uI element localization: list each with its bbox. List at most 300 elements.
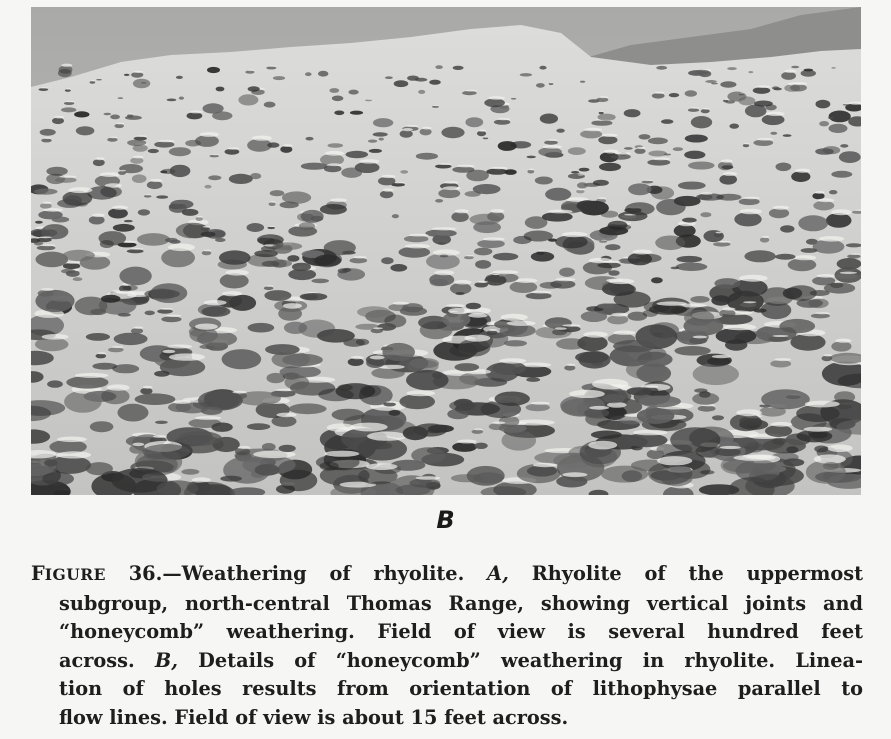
rock-highlight (406, 390, 435, 396)
weathering-pit (46, 167, 67, 176)
weathering-pit (90, 81, 96, 84)
weathering-pit (505, 169, 517, 175)
rock-highlight (402, 128, 413, 131)
weathering-pit (648, 462, 692, 485)
rock-highlight (465, 90, 477, 92)
rock-highlight (132, 443, 144, 447)
rock-highlight (394, 182, 405, 183)
weathering-pit (692, 393, 719, 405)
rock-highlight (589, 258, 612, 263)
weathering-pit (682, 218, 697, 223)
rock-highlight (762, 236, 770, 238)
weathering-pit (685, 135, 708, 143)
weathering-pit (622, 470, 642, 482)
weathering-pit (301, 163, 328, 170)
weathering-pit (314, 255, 341, 267)
weathering-pit (90, 421, 114, 432)
weathering-pit (34, 189, 57, 195)
caption-seg-4-0: across. (59, 648, 155, 672)
weathering-pit (648, 151, 667, 157)
rock-highlight (283, 144, 293, 147)
weathering-pit (371, 368, 405, 379)
weathering-pit (527, 170, 534, 174)
weathering-pit (279, 445, 296, 452)
rock-highlight (835, 339, 851, 343)
weathering-pit (715, 448, 741, 456)
rock-highlight (42, 202, 51, 204)
weathering-pit (202, 306, 231, 317)
weathering-pit (674, 196, 701, 206)
weathering-pit (839, 151, 861, 163)
weathering-pit (694, 388, 707, 392)
rock-highlight (173, 400, 192, 404)
weathering-pit (555, 235, 588, 248)
rock-highlight (543, 145, 562, 149)
weathering-pit (215, 238, 226, 242)
weathering-pit (357, 437, 407, 460)
weathering-pit (815, 148, 834, 155)
rock-highlight (448, 308, 470, 314)
weathering-pit (577, 200, 598, 211)
rock-highlight (701, 192, 713, 194)
weathering-pit (451, 212, 468, 222)
weathering-pit (797, 430, 833, 443)
weathering-pit (571, 171, 579, 173)
weathering-pit (605, 244, 620, 250)
weathering-pit (465, 117, 483, 127)
weathering-pit (40, 203, 52, 209)
rock-highlight (585, 128, 603, 131)
weathering-pit (753, 308, 766, 312)
rock-highlight (422, 127, 432, 130)
weathering-pit (638, 396, 681, 408)
weathering-pit (768, 336, 788, 341)
weathering-pit (273, 242, 303, 250)
rock-highlight (146, 194, 152, 195)
weathering-pit (788, 258, 817, 271)
rock-highlight (98, 352, 107, 354)
weathering-pit (280, 470, 318, 491)
weathering-pit (265, 344, 300, 355)
weathering-pit (455, 363, 480, 371)
weathering-pit (264, 102, 276, 108)
rock-highlight (386, 401, 396, 403)
weathering-pit (577, 335, 607, 351)
rock-highlight (150, 179, 162, 182)
rock-highlight (529, 169, 535, 171)
weathering-pit (575, 352, 608, 363)
weathering-pit (591, 120, 612, 126)
weathering-pit (132, 174, 147, 183)
weathering-pit (474, 248, 492, 256)
weathering-pit (720, 81, 736, 87)
weathering-pit (596, 97, 608, 102)
weathering-pit (127, 114, 133, 118)
rock-highlight (133, 156, 144, 159)
weathering-pit (101, 388, 130, 404)
weathering-pit (628, 183, 651, 195)
weathering-pit (160, 171, 167, 174)
weathering-pit (452, 166, 474, 172)
weathering-pit (754, 101, 773, 107)
weathering-pit (66, 376, 108, 389)
weathering-pit (37, 246, 56, 251)
weathering-pit (182, 209, 199, 216)
weathering-pit (831, 171, 852, 178)
weathering-pit (671, 267, 679, 270)
weathering-pit (280, 202, 299, 209)
rock-highlight (501, 314, 528, 321)
weathering-pit (677, 256, 703, 263)
weathering-pit (154, 371, 170, 377)
weathering-pit (486, 273, 519, 283)
weathering-pit (624, 109, 641, 117)
weathering-pit (336, 383, 376, 399)
weathering-pit (409, 478, 440, 487)
weathering-pit (624, 433, 667, 447)
rock-highlight (41, 288, 54, 291)
rock-highlight (466, 255, 474, 256)
weathering-pit (64, 195, 82, 205)
rock-highlight (383, 189, 394, 192)
weathering-pit (118, 97, 123, 99)
weathering-pit (63, 263, 80, 269)
rock-highlight (824, 354, 833, 356)
rock-highlight (740, 209, 762, 215)
weathering-pit (656, 66, 667, 70)
weathering-pit (651, 277, 663, 283)
weathering-pit (504, 340, 527, 346)
rock-highlight (434, 270, 454, 275)
rock-highlight (416, 476, 441, 480)
figure-label-initial: F (31, 562, 45, 585)
weathering-pit (676, 263, 708, 271)
rock-highlight (609, 279, 635, 285)
rock-highlight (40, 236, 52, 238)
rock-highlight (61, 64, 72, 67)
weathering-pit (652, 93, 665, 99)
rock-highlight (654, 92, 664, 94)
weathering-pit (781, 72, 796, 80)
weathering-pit (96, 79, 102, 80)
weathering-pit (769, 208, 789, 218)
weathering-pit (390, 264, 407, 272)
weathering-pit (332, 409, 365, 421)
weathering-pit (730, 414, 762, 432)
rock-highlight (583, 332, 607, 338)
rock-highlight (325, 151, 344, 156)
rock-highlight (367, 99, 373, 100)
weathering-pit (753, 87, 771, 94)
rock-highlight (238, 446, 250, 449)
weathering-pit (267, 227, 275, 229)
weathering-pit (691, 116, 712, 128)
rock-highlight (325, 451, 360, 457)
weathering-pit (459, 372, 491, 385)
weathering-pit (154, 141, 174, 147)
rock-highlight (739, 275, 768, 282)
weathering-pit (779, 319, 815, 333)
weathering-pit (86, 333, 110, 341)
weathering-pit (473, 472, 504, 483)
weathering-pit (356, 339, 369, 346)
weathering-pit (438, 189, 460, 198)
rock-highlight (611, 313, 628, 317)
weathering-pit (783, 134, 792, 137)
rock-highlight (743, 197, 760, 200)
weathering-pit (669, 93, 679, 97)
rock-highlight (143, 386, 153, 389)
rock-highlight (190, 110, 203, 113)
weathering-pit (40, 129, 56, 136)
weathering-pit (611, 154, 631, 160)
weathering-pit (823, 462, 839, 470)
rock-highlight (733, 455, 775, 461)
weathering-pit (443, 312, 471, 328)
weathering-pit (205, 185, 212, 189)
weathering-pit (526, 293, 552, 300)
weathering-pit (300, 293, 328, 300)
weathering-pit (648, 138, 668, 145)
rock-highlight (740, 93, 744, 94)
weathering-pit (727, 67, 737, 70)
weathering-pit (453, 66, 464, 70)
rock-highlight (195, 416, 221, 420)
weathering-pit (320, 204, 347, 215)
figure-number: 36. (105, 562, 163, 585)
weathering-pit (761, 389, 810, 409)
weathering-pit (371, 329, 383, 334)
weathering-pit (47, 380, 63, 387)
weathering-pit (64, 102, 74, 105)
weathering-pit (318, 71, 328, 77)
weathering-pit (813, 201, 834, 211)
rock-highlight (744, 143, 749, 144)
weathering-pit (229, 393, 247, 400)
weathering-pit (400, 170, 408, 174)
rock-highlight (793, 255, 816, 260)
weathering-pit (178, 431, 222, 446)
weathering-pit (579, 168, 590, 172)
weathering-pit (388, 304, 409, 311)
weathering-pit (381, 257, 393, 264)
panel-label-b: B (436, 506, 455, 534)
rock-highlight (633, 430, 668, 436)
rock-highlight (716, 232, 722, 234)
weathering-pit (329, 88, 339, 93)
weathering-pit (700, 212, 711, 217)
weathering-pit (527, 156, 536, 159)
weathering-pit (131, 328, 143, 334)
weathering-pit (305, 72, 312, 76)
weathering-pit (157, 309, 173, 314)
rock-highlight (203, 226, 211, 228)
weathering-pit (114, 333, 148, 345)
rock-highlight (247, 70, 254, 71)
rock-highlight (266, 285, 274, 287)
weathering-pit (399, 394, 435, 409)
weathering-pit (378, 177, 395, 186)
weathering-pit (684, 151, 705, 159)
rock-highlight (588, 441, 617, 450)
weathering-pit (229, 295, 256, 311)
rock-highlight (405, 244, 430, 248)
rock-highlight (160, 308, 172, 310)
weathering-pit (35, 338, 69, 352)
weathering-pit (189, 327, 217, 342)
weathering-pit (118, 171, 126, 175)
weathering-pit (220, 476, 242, 482)
weathering-pit (801, 248, 818, 253)
weathering-pit (502, 430, 537, 450)
weathering-pit (229, 174, 253, 184)
rock-highlight (766, 112, 784, 116)
weathering-pit (143, 444, 191, 460)
weathering-pit (41, 138, 52, 142)
weathering-pit (428, 425, 454, 433)
weathering-pit (535, 177, 553, 185)
weathering-pit (245, 70, 254, 73)
weathering-pit (124, 74, 130, 76)
weathering-pit (783, 458, 804, 466)
weathering-pit (580, 81, 585, 83)
caption-seg-1-0: —Weathering of rhyolite. (162, 562, 488, 585)
weathering-pit (86, 462, 113, 475)
rock-highlight (515, 278, 537, 283)
rock-highlight (555, 278, 575, 281)
weathering-pit (185, 140, 201, 147)
weathering-pit (389, 410, 401, 416)
rock-highlight (406, 125, 419, 127)
weathering-pit (475, 443, 488, 449)
caption-seg-4-2: Details of “honeycomb” weathering in rhyolite. Linea- (177, 648, 863, 672)
rock-highlight (165, 315, 181, 317)
weathering-pit (647, 159, 670, 165)
weathering-pit (169, 147, 191, 156)
weathering-pit (705, 80, 717, 83)
rock-highlight (92, 214, 105, 218)
weathering-pit (725, 339, 747, 350)
weathering-pit (168, 403, 191, 413)
weathering-pit (96, 354, 107, 359)
rock-highlight (153, 435, 167, 438)
caption-seg-6-0: flow lines. Field of view is about 15 feet across. (59, 705, 569, 729)
weathering-pit (614, 291, 651, 307)
weathering-pit (342, 251, 356, 255)
caption-line-3 (31, 618, 863, 647)
rock-highlight (66, 88, 71, 89)
rock-highlight (547, 139, 558, 141)
weathering-pit (113, 224, 135, 232)
weathering-pit (493, 362, 527, 375)
rock-highlight (168, 244, 195, 252)
weathering-pit (639, 134, 651, 139)
weathering-pit (678, 182, 706, 190)
rock-highlight (693, 336, 707, 339)
weathering-pit (628, 253, 652, 266)
rock-highlight (756, 85, 770, 88)
weathering-pit (328, 143, 344, 148)
weathering-pit (161, 316, 181, 322)
weathering-pit (418, 90, 425, 94)
rock-highlight (562, 472, 587, 477)
weathering-pit (167, 99, 177, 102)
weathering-pit (450, 283, 471, 295)
weathering-pit (382, 343, 415, 361)
rock-highlight (443, 186, 461, 190)
weathering-pit (399, 247, 431, 258)
rock-highlight (818, 198, 835, 202)
weathering-pit (814, 446, 828, 453)
weathering-pit (248, 323, 275, 333)
weathering-pit (138, 209, 150, 215)
rock-highlight (465, 335, 491, 342)
weathering-pit (380, 191, 393, 199)
weathering-pit (775, 254, 795, 260)
weathering-pit (613, 340, 655, 352)
rock-highlight (794, 82, 807, 85)
rock-highlight (269, 226, 275, 227)
weathering-pit (144, 195, 152, 198)
weathering-pit (745, 442, 764, 452)
weathering-pit (739, 198, 760, 205)
weathering-pit (63, 250, 95, 261)
weathering-pit (278, 307, 302, 321)
rock-highlight (330, 198, 347, 202)
rock-highlight (227, 147, 239, 149)
weathering-pit (685, 90, 697, 96)
rock-highlight (531, 291, 552, 294)
weathering-pit (531, 252, 554, 262)
rock-highlight (232, 391, 247, 394)
weathering-pit (511, 98, 516, 99)
weathering-pit (404, 236, 429, 243)
rock-highlight (433, 105, 439, 106)
weathering-pit (425, 229, 456, 237)
weathering-pit (773, 88, 782, 91)
weathering-pit (379, 138, 384, 141)
rock-highlight (804, 427, 833, 432)
rock-highlight (59, 176, 76, 178)
rock-highlight (226, 270, 249, 276)
rock-highlight (850, 253, 861, 255)
rock-highlight (578, 189, 585, 191)
weathering-pit (550, 280, 575, 289)
weathering-pit (486, 168, 507, 174)
weathering-pit (484, 98, 505, 107)
weathering-pit (156, 195, 168, 198)
weathering-pit (403, 426, 428, 440)
rock-highlight (40, 87, 48, 88)
weathering-pit (118, 404, 149, 422)
rock-highlight (569, 390, 605, 398)
rock-highlight (566, 364, 575, 366)
rock-highlight (107, 384, 130, 390)
rock-highlight (657, 456, 692, 465)
rock-highlight (602, 134, 617, 137)
rock-highlight (743, 301, 756, 303)
rock-highlight (827, 444, 852, 452)
weathering-pit (493, 253, 518, 261)
rock-highlight (136, 135, 147, 137)
rock-highlight (492, 270, 518, 274)
rock-highlight (100, 172, 120, 177)
rock-highlight (57, 437, 87, 443)
weathering-pit (684, 310, 714, 326)
rock-highlight (479, 130, 486, 132)
weathering-pit (350, 111, 363, 115)
rock-highlight (474, 429, 483, 431)
